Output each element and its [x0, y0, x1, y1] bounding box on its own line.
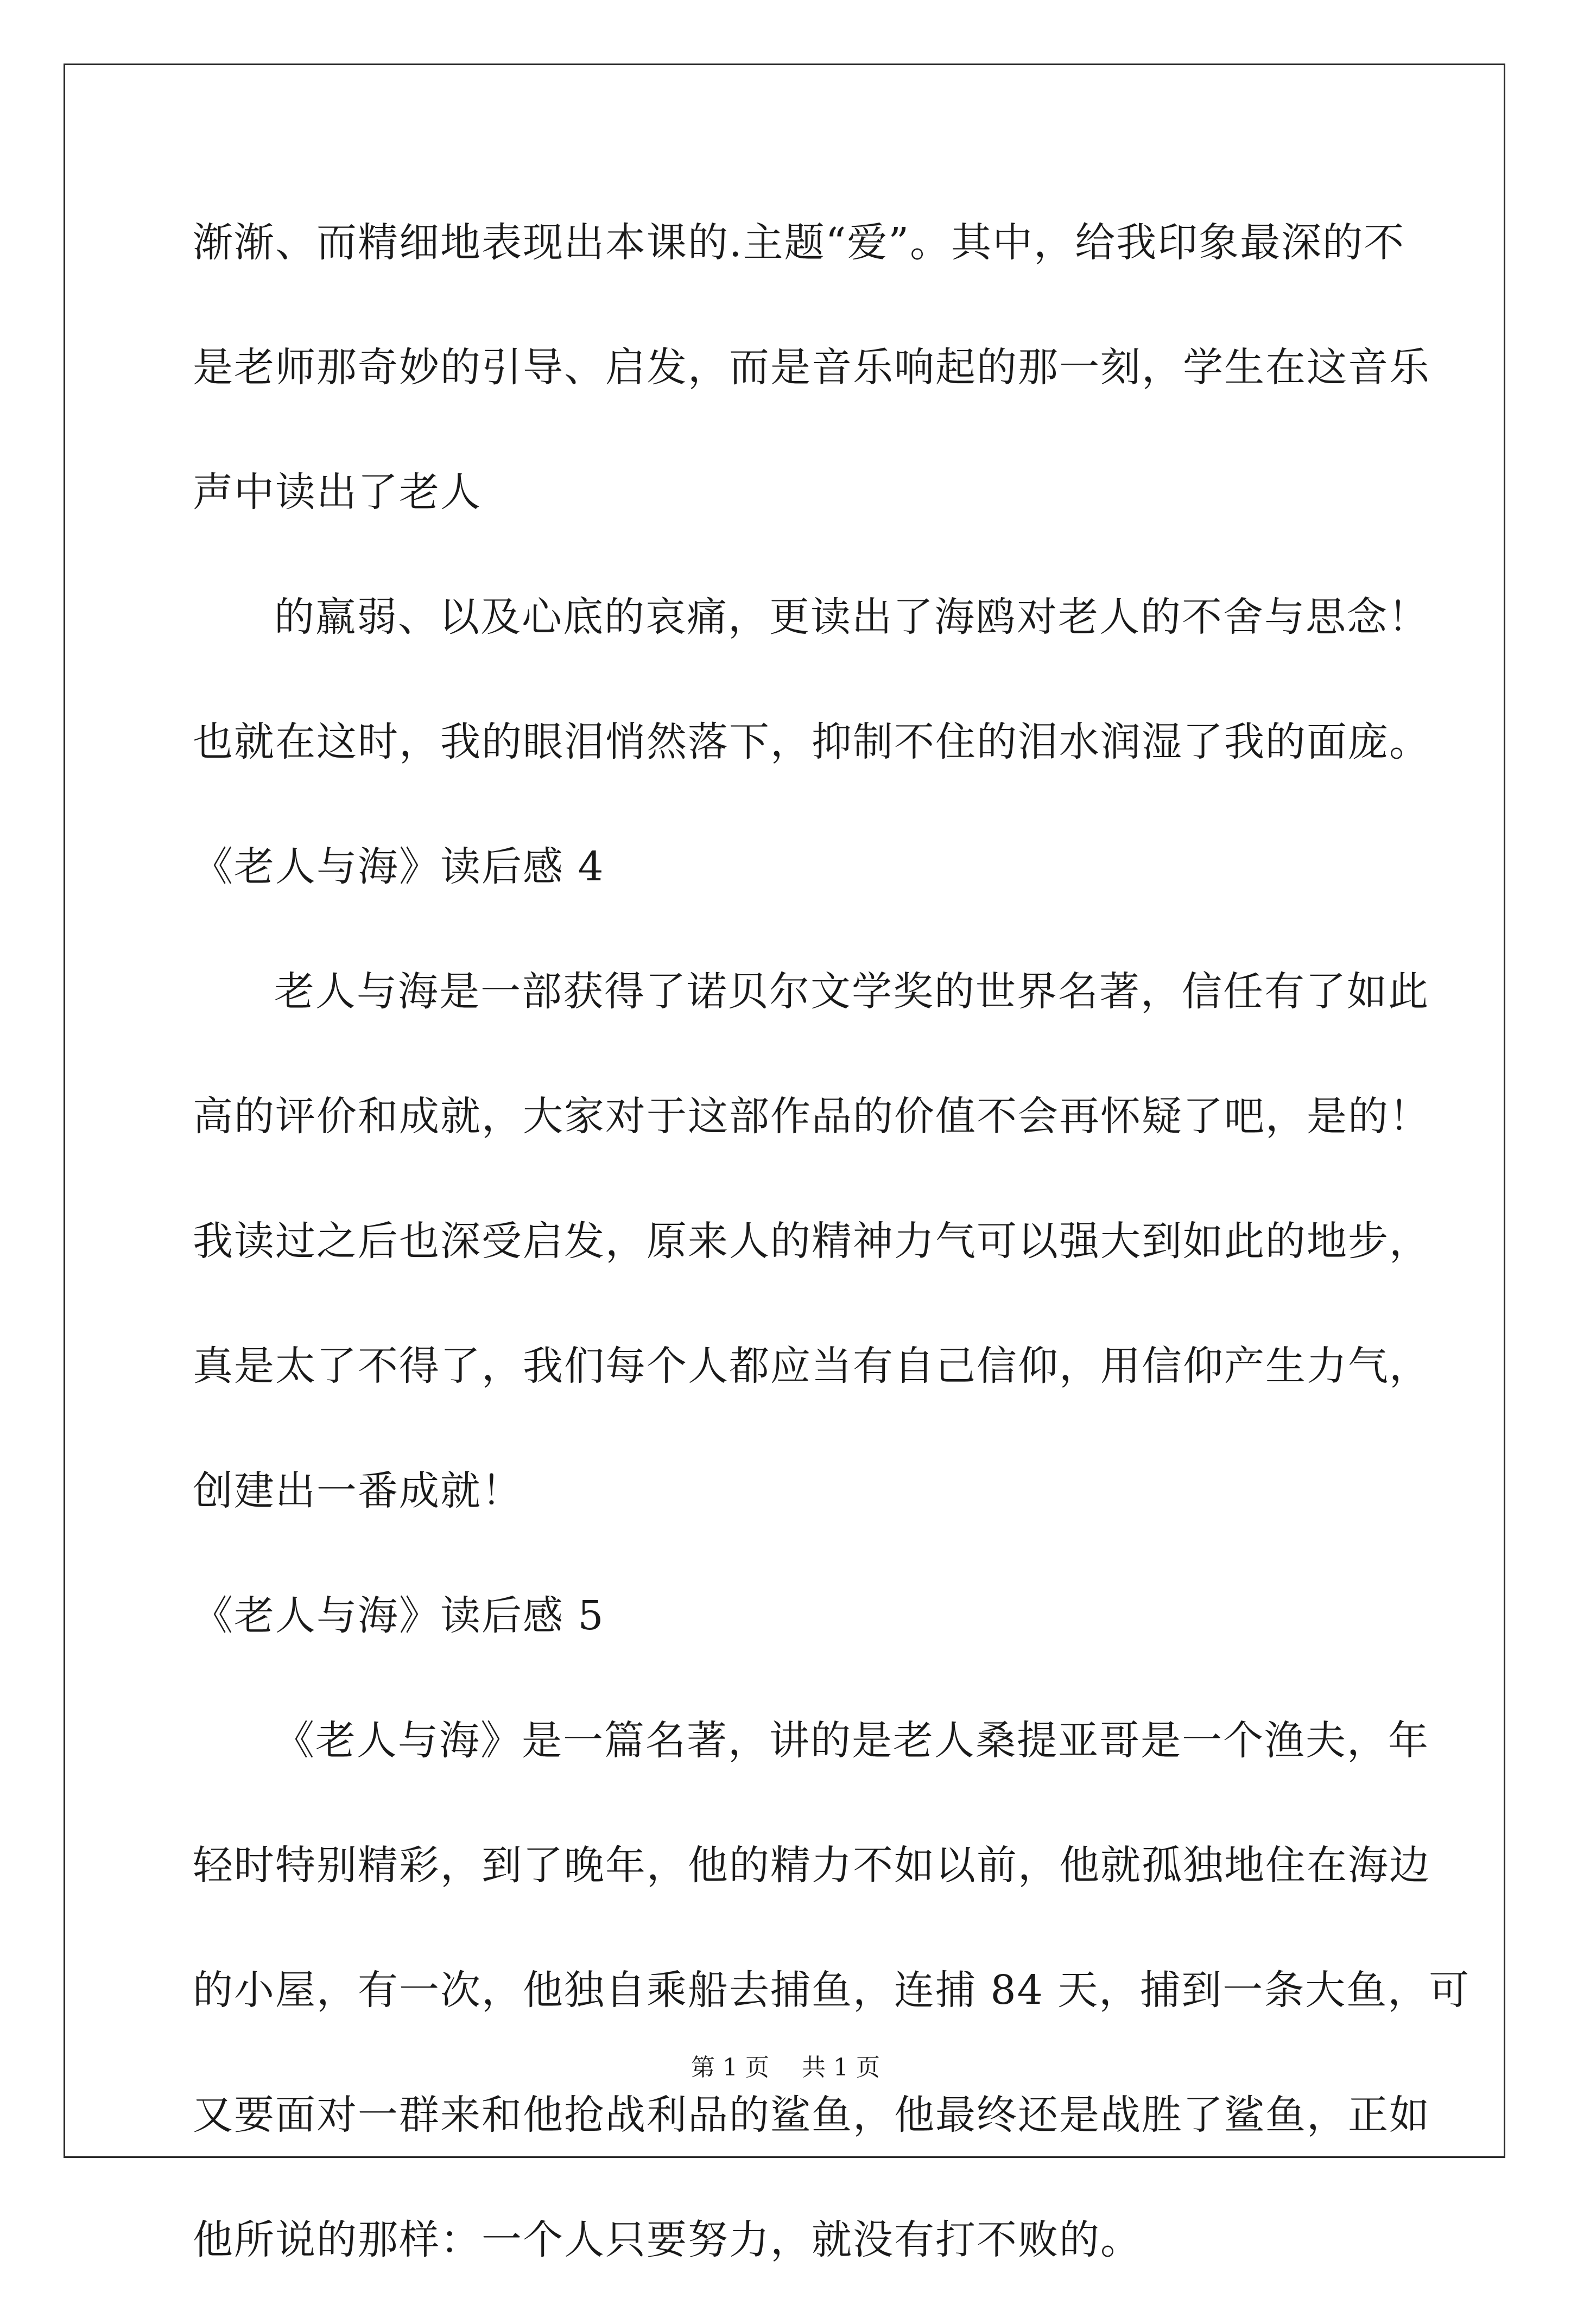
text-line: 又要面对一群来和他抢战利品的鲨鱼，他最终还是战胜了鲨鱼，正如 [193, 2092, 1430, 2138]
text-line: 的小屋，有一次，他独自乘船去捕鱼，连捕 84 天，捕到一条大鱼，可 [193, 1967, 1471, 2014]
text-line: 渐渐、而精细地表现出本课的.主题“爱”。其中，给我印象最深的不 [193, 219, 1405, 266]
section-heading: 《老人与海》读后感 5 [193, 1592, 605, 1639]
page-footer [0, 2052, 1571, 2084]
section-heading: 《老人与海》读后感 4 [193, 843, 605, 890]
paragraph-first-line: 《老人与海》是一篇名著，讲的是老人桑提亚哥是一个渔夫，年 [274, 1717, 1429, 1764]
text-line: 是老师那奇妙的引导、启发，而是音乐响起的那一刻，学生在这音乐 [193, 344, 1430, 391]
text-line: 真是太了不得了，我们每个人都应当有自己信仰，用信仰产生力气， [193, 1343, 1430, 1389]
paragraph-first-line: 的羸弱、以及心底的哀痛，更读出了海鸥对老人的不舍与思念！ [274, 594, 1429, 640]
text-line: 也就在这时，我的眼泪悄然落下，抑制不住的泪水润湿了我的面庞。 [193, 719, 1430, 765]
text-line: 创建出一番成就！ [193, 1468, 523, 1514]
text-line: 声中读出了老人 [193, 469, 482, 516]
paragraph-first-line: 老人与海是一部获得了诺贝尔文学奖的世界名著，信任有了如此 [274, 968, 1429, 1015]
page-number: 第 1 页 [691, 2054, 769, 2081]
text-line: 高的评价和成就，大家对于这部作品的价值不会再怀疑了吧，是的！ [193, 1093, 1430, 1140]
text-line: 我读过之后也深受启发，原来人的精神力气可以强大到如此的地步， [193, 1218, 1430, 1265]
text-line: 他所说的那样：一个人只要努力，就没有打不败的。 [193, 2217, 1142, 2263]
document-body [193, 202, 1471, 2324]
text-line: 轻时特别精彩，到了晚年，他的精力不如以前，他就孤独地住在海边 [193, 1842, 1430, 1889]
page-total: 共 1 页 [802, 2054, 880, 2081]
